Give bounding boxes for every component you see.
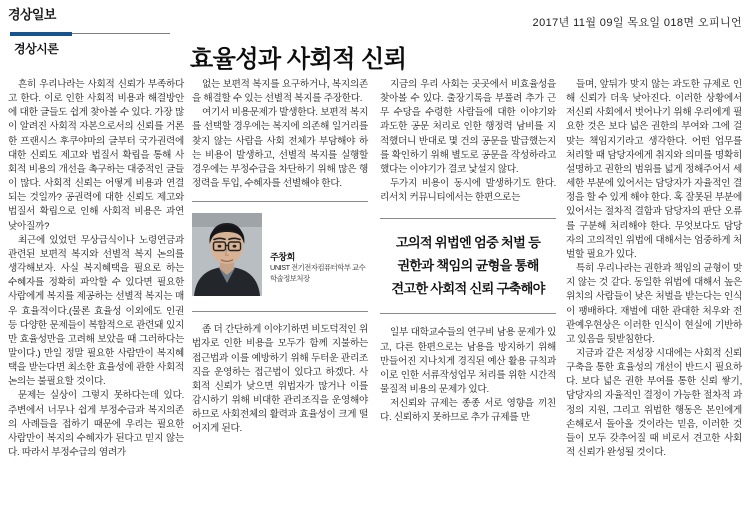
article-body-columns — [0, 78, 750, 512]
paragraph: 두가지 비용이 동시에 발생하기도 한다. 리서치 커뮤니티에서는 한편으로는 — [380, 178, 556, 204]
paragraph: 흔히 우리나라는 사회적 신뢰가 부족하다고 한다. 이로 인한 사회적 비용과 해결방안에 대한 글들도 쉽게 찾아볼 수 있다. 가장 많이 알려진 사회적 자본으로서의 신뢰를 거론한 프랜시스 후쿠야마의 글부터 국가권력에 대한 신뢰도 제고와 법질서 확립을 통해 사회적 비용의 개선을 촉구하는 대중적인 글들이 많다. 사회적 신뢰는 어떻게 비용과 연결되는 것일까? 공권력에 대한 신뢰도 제고와 법질서 확립으로 인해 사회적 비용은 과연 낮아질까? — [8, 79, 184, 232]
section-rule-accent — [10, 32, 72, 36]
article-column-4 — [566, 78, 742, 512]
paragraph: 지금과 같은 저성장 시대에는 사회적 신뢰 구축을 통한 효율성의 개선이 반드시 필요하다. 보다 넓은 권한 부여를 통한 신뢰 쌓기, 담당자의 자율적인 결정이 가능한 절차적 과정의 지원, 그리고 위법한 행동은 본인에게 손해로서 돌아올 것이라는 믿음, 이러한 것들이 모두 갖추어질 때 비로서 견고한 사회적 신뢰가 완성될 것이다. — [566, 347, 742, 459]
paragraph: 좀 더 간단하게 이야기하면 비도덕적인 위법자로 인한 비용을 모두가 함께 지불하는 접근법과 이를 예방하기 위해 두터운 관리조직을 운영하는 접근법이 있다고 하겠다. 사회적 신뢰가 낮으면 위법자가 많거나 이를 감시하기 위해 비대한 관리조직을 운영해야 하므로 사회전체의 활력과 효율성이 크게 떨어지게 된다. — [192, 324, 368, 435]
issue-dateline: 2017년 11월 09일 목요일 018면 오피니언 — [532, 17, 742, 29]
article-headline: 효율성과 사회적 신뢰 — [190, 46, 407, 74]
paragraph: 저신뢰와 규제는 종종 서로 영향을 끼친다. 신뢰하지 못하므로 추가 규제를 만 — [380, 398, 556, 424]
author-byline-block — [192, 213, 368, 301]
pullquote-line: 고의적 위법엔 엄중 처벌 등 — [395, 235, 541, 251]
newspaper-masthead: 경상일보 — [8, 7, 56, 22]
article-column-2 — [192, 78, 368, 512]
section-label: 경상시론 — [14, 42, 59, 56]
paragraph: 여기서 비용문제가 발생한다. 보편적 복지를 선택할 경우에는 복지에 의존해 일거리를 찾지 않는 사람을 사회 전체가 부담해야 하는 비용이 발생하고, 선별적 복지를 실행할 경우에는 부정수급을 차단하기 위해 많은 행정력을 투입, 수혜자를 선별해야 한다. — [192, 107, 368, 190]
paragraph: 최근에 있었던 무상급식이나 노령연금과 관련된 보편적 복지와 선별적 복지 논의를 생각해보자. 사실 복지혜택을 필요로 하는 수혜자를 정확히 파악할 수 있다면 필요한 사람에게 복지를 제공하는 선별적 복지는 매우 효율적이다.(물론 효율성 이외에도 인권 등 다양한 문제들이 복합적으로 관련돼 있지만 효율성만을 고려해 보았을 때 그러하다는 말이다.) 만일 정말 필요한 사람만이 복지혜택을 받는다면 최소한 효율성에 관한 사회적 논의는 불필요할 것이다. — [8, 234, 184, 388]
author-affiliation: UNIST 전기전자컴퓨터학부 교수 — [270, 263, 366, 273]
paragraph: 특히 우리나라는 권한과 책임의 균형이 맞지 않는 것 같다. 동일한 위법에 대해서 높은 위치의 사람들이 낮은 처벌을 받는다는 인식이 팽배하다. 재벌에 대한 관대한 처우와 전관예우현상은 이러한 인식이 현실에 기반하고 있음을 뒷받침한다. — [566, 263, 742, 345]
pullquote — [380, 231, 556, 300]
paragraph: 들며, 앞뒤가 맞지 않는 과도한 규제로 인해 신뢰가 더욱 낮아진다. 이러한 상황에서 저신뢰 사회에서 벗어나기 위해 우리에게 필요한 것은 보다 넓은 권한의 부여와 그에 걸맞는 책임지기라고 생각한다. 어떤 업무를 처리할 때 담당자에게 취지와 의미를 명확히 설명하고 권한의 범위를 넓게 정해주어서 세세한 부분에 있어서는 담당자가 자율적인 결정을 할 수 있게 해야 한다. 혹 잘못된 부분에 있어서는 절차적 결함과 담당자의 판단 오류를 구분해 처리해야 한다. 무엇보다도 담당자의 고의적인 위법에 대해서는 엄중하게 처벌할 필요가 있다. — [566, 79, 742, 260]
article-column-1 — [8, 78, 184, 512]
author-title: 학술정보처장 — [270, 273, 310, 283]
pullquote-line: 견고한 사회적 신뢰 구축해야 — [391, 281, 545, 297]
article-column-3 — [380, 78, 556, 512]
author-portrait-photo — [192, 213, 262, 296]
author-block-top-rule — [192, 201, 368, 202]
paragraph: 일부 대학교수들의 연구비 남용 문제가 있고, 다른 한편으로는 남용을 방지하기 위해 만들어진 지나치게 경직된 예산 활용 규칙과 이로 인한 서류작성업무 처리를 위한 시간적 물질적 비용의 문제가 있다. — [380, 327, 556, 396]
section-divider-rule — [10, 32, 170, 36]
pullquote-bottom-rule — [380, 313, 556, 314]
pullquote-top-rule — [380, 218, 556, 219]
paragraph: 문제는 실상이 그렇지 못하다는데 있다. 주변에서 너무나 쉽게 부정수급과 복지의존의 사례들을 접하기 때문에 우리는 필요한 사람만이 복지의 수혜자가 된다고 믿지 않는다. 따라서 부정수급의 염려가 — [8, 390, 184, 459]
author-meta — [270, 251, 368, 284]
pullquote-line: 권한과 책임의 균형을 통해 — [397, 258, 539, 274]
author-block-bottom-rule — [192, 311, 368, 312]
paragraph: 지금의 우리 사회는 곳곳에서 비효율성을 찾아볼 수 있다. 출장기록을 부풀려 추가 근무 수당을 수령한 사람들에 대한 이야기와 과도한 공문 처리로 인한 행정력 남비를 지적했더니 반대로 몇 건의 공문을 발급했는지를 확인하기 위해 별도로 공문을 작성하라고 했다는 이야기가 결코 낯설지 않다. — [380, 79, 556, 175]
paragraph: 없는 보편적 복지를 요구하거나, 복지의존을 해결할 수 있는 선별적 복지를 주장한다. — [192, 79, 368, 105]
author-name: 주창희 — [270, 252, 295, 263]
